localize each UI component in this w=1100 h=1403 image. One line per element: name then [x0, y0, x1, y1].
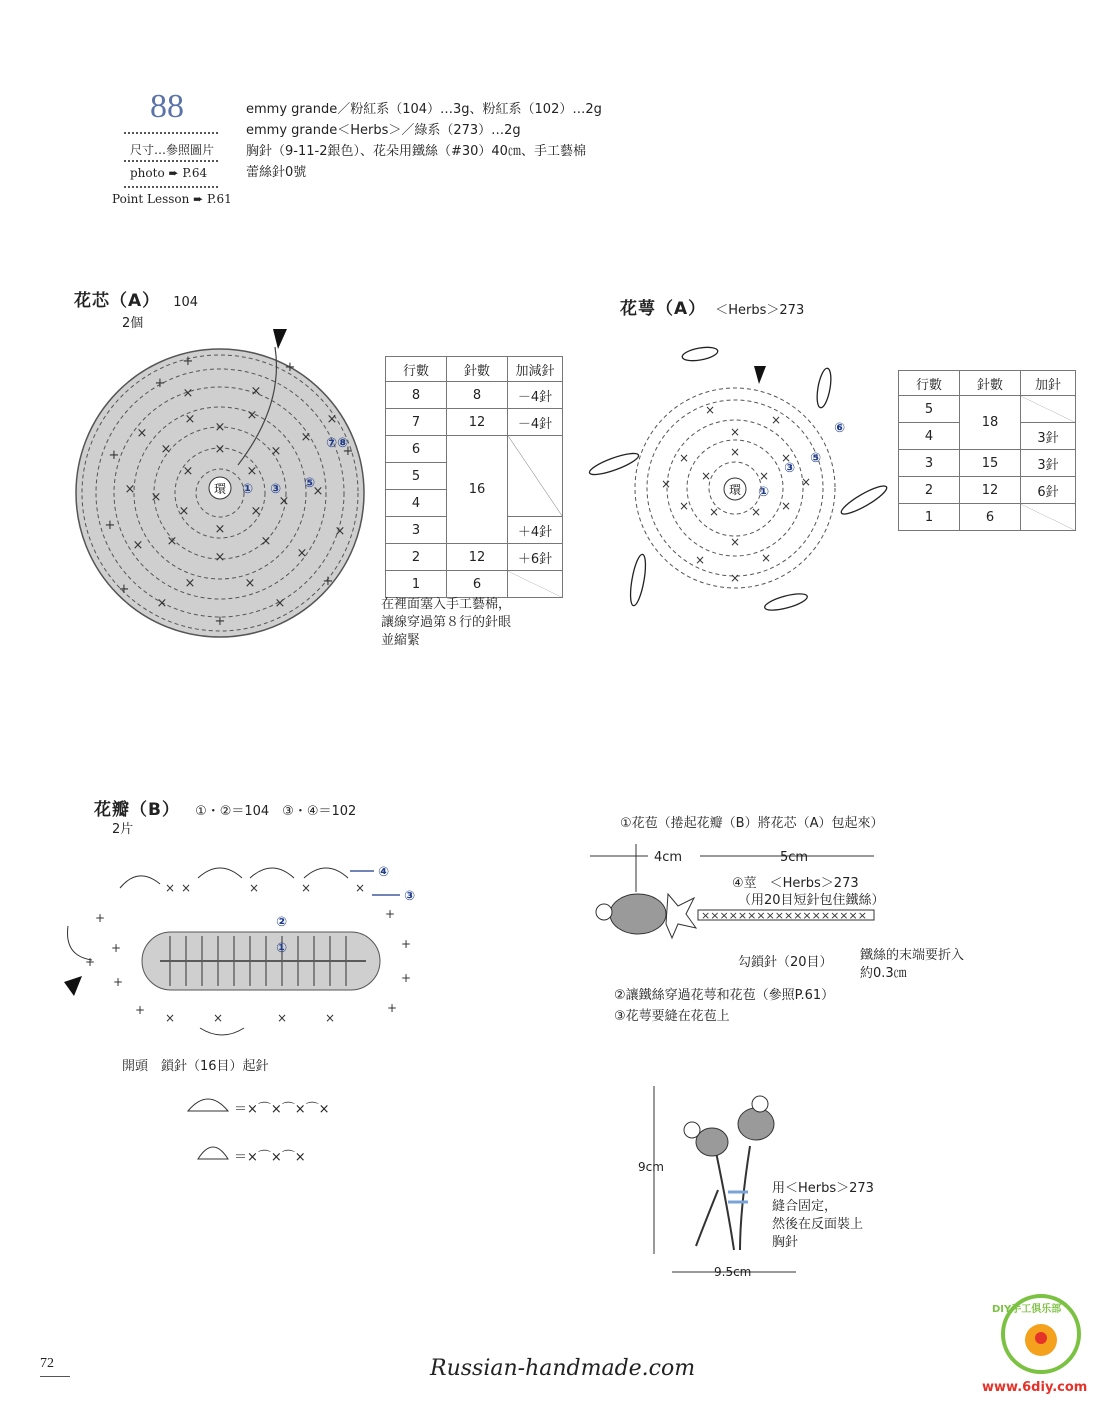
svg-text:+: +: [118, 582, 130, 597]
svg-text:×: ×: [164, 1011, 176, 1025]
col-header-stitches: 針數: [447, 357, 508, 382]
row-marker-4: ④: [378, 865, 390, 880]
flower-center-count: 2個: [122, 316, 144, 331]
assembly-step-1: ①花苞（捲起花瓣（B）將花芯（A）包起來）: [620, 816, 884, 831]
svg-text:×: ×: [180, 881, 192, 895]
row-marker-1: ①: [242, 482, 254, 497]
dim-4cm-label: 4cm: [654, 850, 683, 865]
svg-text:+: +: [214, 614, 226, 629]
svg-text:×: ×: [729, 425, 741, 439]
table-cell: 4: [386, 490, 447, 517]
row-marker-3: ③: [404, 889, 416, 904]
materials-line-2: emmy grande＜Herbs＞／綠系（273）…2g: [246, 123, 521, 138]
petal-heading: [94, 795, 356, 820]
table-cell: 2: [899, 477, 960, 504]
divider: [124, 186, 218, 188]
table-cell: 2: [386, 544, 447, 571]
calyx-table: [898, 370, 1076, 531]
curl-right: [752, 1096, 768, 1112]
petal-start-label: 開頭 鎖針（16目）起針: [122, 1059, 269, 1074]
row-marker-2: ②: [276, 915, 288, 930]
stem-2: [740, 1146, 750, 1250]
svg-text:×: ×: [750, 505, 762, 519]
table-cell: 8: [447, 382, 508, 409]
table-cell: －4針: [508, 409, 563, 436]
row-marker-5: ⑤: [810, 451, 822, 466]
svg-text:×: ×: [150, 490, 162, 505]
svg-text:×: ×: [276, 1011, 288, 1025]
col-header-stitches: 針數: [960, 371, 1021, 396]
svg-text:×: ×: [184, 576, 196, 591]
calyx-heading: [620, 294, 804, 319]
svg-text:×: ×: [800, 475, 812, 489]
table-row: [899, 504, 1076, 531]
svg-text:×: ×: [124, 482, 136, 497]
svg-text:×: ×: [132, 538, 144, 553]
table-cell: 12: [960, 477, 1021, 504]
svg-text:×: ×: [694, 553, 706, 567]
svg-text:×: ×: [324, 1011, 336, 1025]
table-row: [386, 571, 563, 598]
svg-text:×: ×: [278, 494, 290, 509]
table-cell: 3針: [1021, 450, 1076, 477]
table-cell: ＋6針: [508, 544, 563, 571]
flower-center-color: 104: [173, 295, 199, 310]
row-marker-5: ⑤: [304, 476, 316, 491]
svg-text:×: ×: [770, 413, 782, 427]
svg-text:×: ×: [166, 534, 178, 549]
calyx-star: [666, 894, 696, 938]
stem-sub-label: （用20目短針包住鐵絲）: [738, 893, 885, 908]
svg-text:+: +: [182, 354, 194, 369]
table-cell: 3: [899, 450, 960, 477]
table-cell: 1: [899, 504, 960, 531]
row-marker-3: ③: [784, 461, 796, 476]
svg-text:×: ×: [182, 464, 194, 479]
svg-text:×: ×: [184, 412, 196, 427]
svg-text:×: ×: [182, 386, 194, 401]
note-line: 讓線穿過第８行的針眼: [381, 615, 512, 630]
table-cell: －4針: [508, 382, 563, 409]
svg-text:×: ×: [300, 881, 312, 895]
no-change-cell: [1021, 504, 1076, 531]
flower-center-heading: [74, 286, 198, 311]
table-cell: 3針: [1021, 423, 1076, 450]
note-line: 鐵絲的末端要折入: [860, 948, 965, 963]
petal-curl: [596, 904, 612, 920]
svg-text:×: ×: [260, 534, 272, 549]
svg-text:+: +: [134, 1003, 146, 1017]
svg-text:×: ×: [660, 477, 672, 491]
svg-text:+: +: [110, 941, 122, 955]
svg-text:+: +: [284, 360, 296, 375]
flower-center-title: 花芯（A）: [74, 291, 161, 311]
materials-line-4: 蕾絲針0號: [246, 165, 307, 180]
svg-text:+: +: [400, 937, 412, 951]
table-cell: 12: [447, 409, 508, 436]
table-cell: 6: [386, 436, 447, 463]
svg-text:×: ×: [214, 442, 226, 457]
point-lesson-reference: Point Lesson ➨ P.61: [112, 192, 232, 206]
materials-line-1: emmy grande／粉紅系（104）…3g、粉紅系（102）…2g: [246, 102, 602, 117]
flower-center-chart: [70, 325, 370, 645]
svg-text:×: ×: [704, 403, 716, 417]
table-row: [386, 544, 563, 571]
note-line: 約0.3㎝: [860, 966, 907, 981]
assembly-step-2: ②讓鐵絲穿過花萼和花苞（參照P.61）: [614, 988, 835, 1003]
row-marker-1: ①: [276, 941, 288, 956]
stem-stitches: ××××××××××××××××××: [701, 909, 867, 922]
table-cell: 8: [386, 382, 447, 409]
svg-text:×: ×: [729, 445, 741, 459]
svg-text:×: ×: [296, 546, 308, 561]
table-row: [386, 436, 563, 463]
svg-text:×: ×: [729, 571, 741, 585]
svg-text:+: +: [154, 376, 166, 391]
note-line: 用＜Herbs＞273: [772, 1181, 874, 1196]
svg-text:×: ×: [700, 469, 712, 483]
calyx-title: 花萼（A）: [620, 299, 707, 319]
table-row: [386, 409, 563, 436]
photo-reference: photo ➨ P.64: [130, 166, 208, 180]
table-cell: 4: [899, 423, 960, 450]
table-cell: 1: [386, 571, 447, 598]
legend-line-1: ＝×⌒×⌒×⌒×: [234, 1102, 330, 1117]
note-line: 並縮緊: [381, 633, 421, 648]
assembly-step-3: ③花萼要縫在花苞上: [614, 1009, 730, 1024]
svg-text:×: ×: [729, 535, 741, 549]
table-cell: 15: [960, 450, 1021, 477]
svg-text:+: +: [400, 971, 412, 985]
svg-text:×: ×: [300, 430, 312, 445]
divider: [124, 160, 218, 162]
svg-text:×: ×: [246, 464, 258, 479]
svg-text:+: +: [322, 574, 334, 589]
pattern-number: 88: [150, 88, 184, 125]
col-header-rows: 行數: [386, 357, 447, 382]
petal-count: 2片: [112, 822, 134, 837]
stem-label: ④莖 ＜Herbs＞273: [732, 876, 859, 891]
flower-center-note: [381, 596, 511, 650]
svg-text:×: ×: [214, 420, 226, 435]
svg-text:+: +: [342, 444, 354, 459]
svg-text:+: +: [386, 1001, 398, 1015]
table-row: [386, 382, 563, 409]
note-line: 然後在反面裝上: [772, 1217, 864, 1232]
petal-color-note: ①・②＝104 ③・④＝102: [195, 804, 357, 819]
svg-text:×: ×: [160, 442, 172, 457]
svg-text:×: ×: [678, 451, 690, 465]
note-line: 在裡面塞入手工藝棉，: [381, 597, 512, 612]
watermark: Russian-handmade.com: [430, 1356, 696, 1381]
table-cell: 5: [386, 463, 447, 490]
petal-chart: [60, 856, 430, 1046]
dim-5cm-label: 5cm: [780, 850, 809, 865]
svg-text:×: ×: [708, 505, 720, 519]
svg-text:×: ×: [164, 881, 176, 895]
chain-label: 勾鎖針（20目）: [738, 955, 833, 970]
row-marker-3: ③: [270, 482, 282, 497]
club-logo-icon: [986, 1282, 1096, 1392]
svg-text:×: ×: [354, 881, 366, 895]
flower-center-table: [385, 356, 563, 598]
svg-text:×: ×: [270, 444, 282, 459]
svg-text:×: ×: [244, 576, 256, 591]
svg-text:+: +: [384, 907, 396, 921]
svg-text:×: ×: [312, 484, 324, 499]
table-cell: 6: [447, 571, 508, 598]
table-cell: 5: [899, 396, 960, 423]
logo-url: www.6diy.com: [982, 1380, 1088, 1395]
height-label: 9cm: [638, 1160, 664, 1174]
row-marker-7-8: ⑦⑧: [326, 436, 349, 451]
wire-note: [860, 947, 964, 983]
legend-line-2: ＝×⌒×⌒×: [234, 1150, 306, 1165]
table-cell: 18: [960, 396, 1021, 450]
start-arrow-icon: [64, 976, 82, 996]
bud-shape: [610, 894, 666, 934]
svg-text:×: ×: [248, 881, 260, 895]
width-label: 9.5cm: [714, 1265, 752, 1279]
table-cell: ＋4針: [508, 517, 563, 544]
brooch-note: [772, 1180, 874, 1252]
svg-text:+: +: [84, 955, 96, 969]
ring-label: 環: [213, 482, 227, 496]
svg-text:×: ×: [760, 551, 772, 565]
table-cell: 12: [447, 544, 508, 571]
picot-2-icon: [196, 1141, 230, 1165]
svg-text:×: ×: [212, 1011, 224, 1025]
col-header-rows: 行數: [899, 371, 960, 396]
table-row: [899, 396, 1076, 423]
table-cell: 16: [447, 436, 508, 544]
svg-text:×: ×: [246, 408, 258, 423]
bud-right: [738, 1108, 774, 1140]
svg-text:×: ×: [678, 499, 690, 513]
table-row: [899, 450, 1076, 477]
stem-3: [696, 1190, 718, 1246]
col-header-increase: 加針: [1021, 371, 1076, 396]
table-row: [899, 477, 1076, 504]
svg-text:×: ×: [274, 596, 286, 611]
svg-text:×: ×: [250, 504, 262, 519]
divider: [124, 132, 218, 134]
svg-text:+: +: [94, 911, 106, 925]
page-number: 72: [40, 1356, 54, 1371]
bud-left: [696, 1128, 728, 1156]
ring-label: 環: [728, 483, 742, 497]
svg-text:×: ×: [178, 504, 190, 519]
start-arrow-icon: [273, 329, 287, 349]
svg-text:×: ×: [780, 451, 792, 465]
svg-text:+: +: [104, 518, 116, 533]
svg-text:×: ×: [758, 469, 770, 483]
note-line: 縫合固定，: [772, 1199, 838, 1214]
start-arrow-icon: [754, 366, 766, 384]
materials-line-3: 胸針（9-11-2銀色）、花朵用鐵絲（#30）40㎝、手工藝棉: [246, 144, 586, 159]
table-cell: 3: [386, 517, 447, 544]
row-marker-1: ①: [758, 485, 770, 500]
svg-text:×: ×: [326, 412, 338, 427]
col-header-change: 加減針: [508, 357, 563, 382]
svg-text:×: ×: [250, 384, 262, 399]
curl-left: [684, 1122, 700, 1138]
calyx-color: ＜Herbs＞273: [715, 303, 805, 318]
table-cell: 6針: [1021, 477, 1076, 504]
svg-text:×: ×: [214, 522, 226, 537]
svg-text:+: +: [112, 975, 124, 989]
no-change-cell: [508, 436, 563, 517]
note-line: 胸針: [772, 1235, 799, 1250]
calyx-chart: [580, 340, 890, 620]
svg-text:×: ×: [136, 426, 148, 441]
petal-title: 花瓣（B）: [94, 800, 180, 820]
svg-text:×: ×: [334, 524, 346, 539]
picot-3-icon: [186, 1093, 230, 1117]
svg-text:×: ×: [780, 499, 792, 513]
no-change-cell: [1021, 396, 1076, 423]
table-cell: 6: [960, 504, 1021, 531]
svg-text:+: +: [108, 448, 120, 463]
table-cell: 7: [386, 409, 447, 436]
page-number-rule: [40, 1376, 70, 1377]
svg-text:×: ×: [214, 550, 226, 565]
size-label: 尺寸…參照圖片: [130, 143, 215, 157]
svg-text:×: ×: [156, 596, 168, 611]
no-change-cell: [508, 571, 563, 598]
logo-text: DIY手工俱乐部: [992, 1304, 1062, 1315]
row-marker-6: ⑥: [834, 421, 846, 436]
